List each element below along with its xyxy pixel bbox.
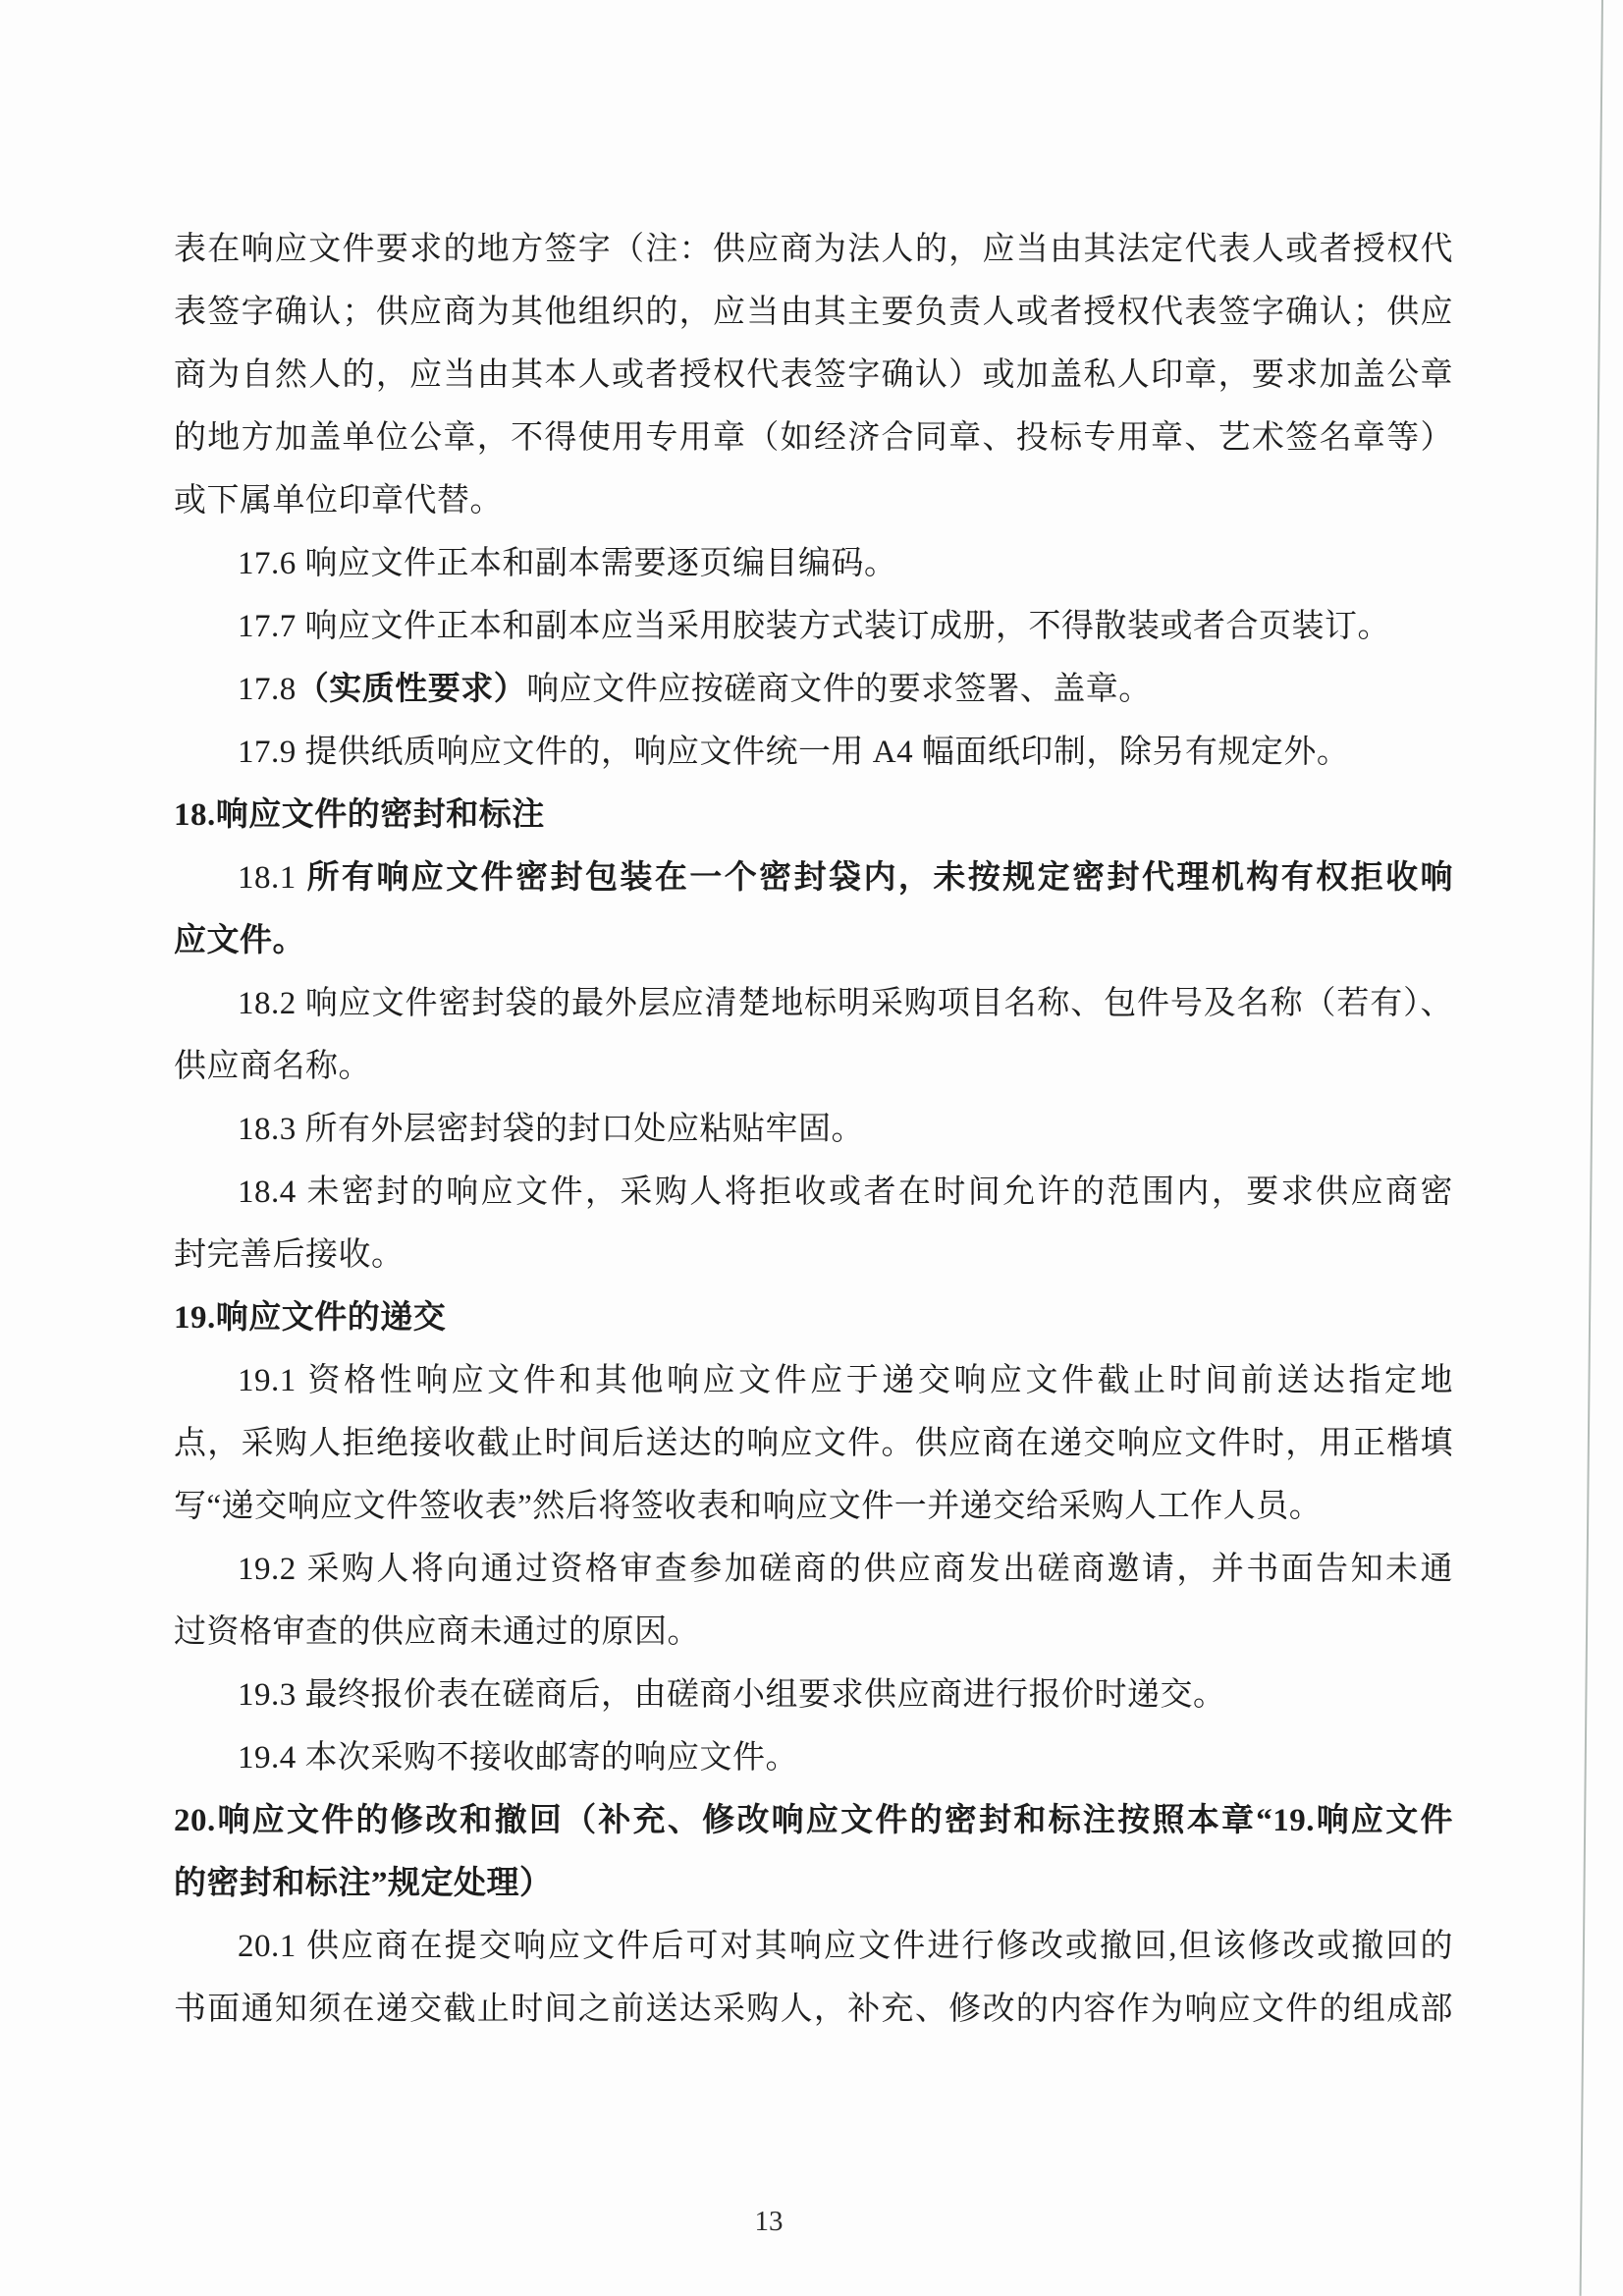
text-segment: 19.4 本次采购不接收邮寄的响应文件。	[238, 1740, 798, 1776]
heading-line	[174, 784, 1453, 847]
text-line	[174, 847, 1453, 909]
text-segment: 写“递交响应文件签收表”然后将签收表和响应文件一并递交给采购人工作人员。	[174, 1489, 1323, 1524]
text-segment: 商为自然人的，应当由其本人或者授权代表签字确认）或加盖私人印章，要求加盖公章	[174, 357, 1453, 393]
bold-text-segment: 20.响应文件的修改和撤回（补充、修改响应文件的密封和标注按照本章“19.响应文件	[174, 1803, 1453, 1838]
bold-text-segment: 19.响应文件的递交	[174, 1300, 447, 1336]
text-line	[174, 1726, 1453, 1789]
text-line	[174, 1601, 1453, 1664]
text-line	[174, 532, 1453, 595]
text-line	[174, 1412, 1453, 1475]
text-line	[174, 658, 1453, 721]
heading-line	[174, 1852, 1453, 1915]
text-line	[174, 1349, 1453, 1412]
bold-text-segment: 18.响应文件的密封和标注	[174, 797, 545, 833]
text-segment: 点，采购人拒绝接收截止时间后送达的响应文件。供应商在递交响应文件时，用正楷填	[174, 1426, 1453, 1461]
page-number: 13	[754, 2206, 784, 2237]
heading-line	[174, 1286, 1453, 1349]
text-segment: 19.2 采购人将向通过资格审查参加磋商的供应商发出磋商邀请，并书面告知未通	[238, 1552, 1453, 1587]
text-line	[174, 1035, 1453, 1098]
text-line	[174, 344, 1453, 407]
bold-text-segment: （实质性要求）	[296, 672, 527, 707]
text-segment: 或下属单位印章代替。	[174, 483, 503, 519]
text-line	[174, 281, 1453, 344]
text-segment: 过资格审查的供应商未通过的原因。	[174, 1614, 700, 1650]
text-segment: 供应商名称。	[174, 1049, 371, 1084]
text-segment: 的地方加盖单位公章，不得使用专用章（如经济合同章、投标专用章、艺术签名章等）	[174, 420, 1453, 456]
document-body	[174, 218, 1453, 2041]
text-line	[174, 721, 1453, 784]
text-segment: 17.6 响应文件正本和副本需要逐页编目编码。	[238, 546, 897, 581]
text-segment: 18.2 响应文件密封袋的最外层应清楚地标明采购项目名称、包件号及名称（若有）、	[238, 986, 1453, 1021]
text-line	[174, 1538, 1453, 1601]
text-segment: 表在响应文件要求的地方签字（注：供应商为法人的，应当由其法定代表人或者授权代	[174, 232, 1453, 267]
bold-text-segment: 的密封和标注”规定处理）	[174, 1866, 553, 1901]
text-segment: 18.3 所有外层密封袋的封口处应粘贴牢固。	[238, 1112, 864, 1147]
text-segment: 20.1 供应商在提交响应文件后可对其响应文件进行修改或撤回,但该修改或撤回的	[238, 1929, 1453, 1964]
text-line	[174, 972, 1453, 1035]
bold-text-segment: 所有响应文件密封包装在一个密封袋内，未按规定密封代理机构有权拒收响	[306, 860, 1454, 896]
text-segment: 18.1	[238, 860, 307, 896]
text-line	[174, 407, 1453, 469]
text-line	[174, 1915, 1453, 1978]
text-line	[174, 218, 1453, 281]
scan-edge-artifact	[1580, 0, 1603, 2296]
text-line	[174, 1475, 1453, 1538]
text-segment: 17.9 提供纸质响应文件的，响应文件统一用 A4 幅面纸印制，除另有规定外。	[238, 735, 1350, 770]
text-line	[174, 1664, 1453, 1726]
text-segment: 19.3 最终报价表在磋商后，由磋商小组要求供应商进行报价时递交。	[238, 1677, 1226, 1713]
text-segment: 17.7 响应文件正本和副本应当采用胶装方式装订成册，不得散装或者合页装订。	[238, 609, 1390, 644]
text-line	[174, 595, 1453, 658]
text-line	[174, 1224, 1453, 1286]
text-segment: 书面通知须在递交截止时间之前送达采购人，补充、修改的内容作为响应文件的组成部	[174, 1992, 1453, 2027]
text-line	[174, 469, 1453, 532]
text-line	[174, 1978, 1453, 2041]
text-segment: 17.8	[238, 672, 297, 707]
heading-line	[174, 1789, 1453, 1852]
text-line	[174, 1161, 1453, 1224]
bold-text-segment: 应文件。	[174, 923, 305, 958]
text-line	[174, 1098, 1453, 1161]
text-segment: 19.1 资格性响应文件和其他响应文件应于递交响应文件截止时间前送达指定地	[238, 1363, 1453, 1398]
text-segment: 响应文件应按磋商文件的要求签署、盖章。	[526, 672, 1152, 707]
text-line	[174, 909, 1453, 972]
text-segment: 表签字确认；供应商为其他组织的，应当由其主要负责人或者授权代表签字确认；供应	[174, 295, 1453, 330]
text-segment: 18.4 未密封的响应文件，采购人将拒收或者在时间允许的范围内，要求供应商密	[238, 1175, 1453, 1210]
text-segment: 封完善后接收。	[174, 1237, 405, 1273]
